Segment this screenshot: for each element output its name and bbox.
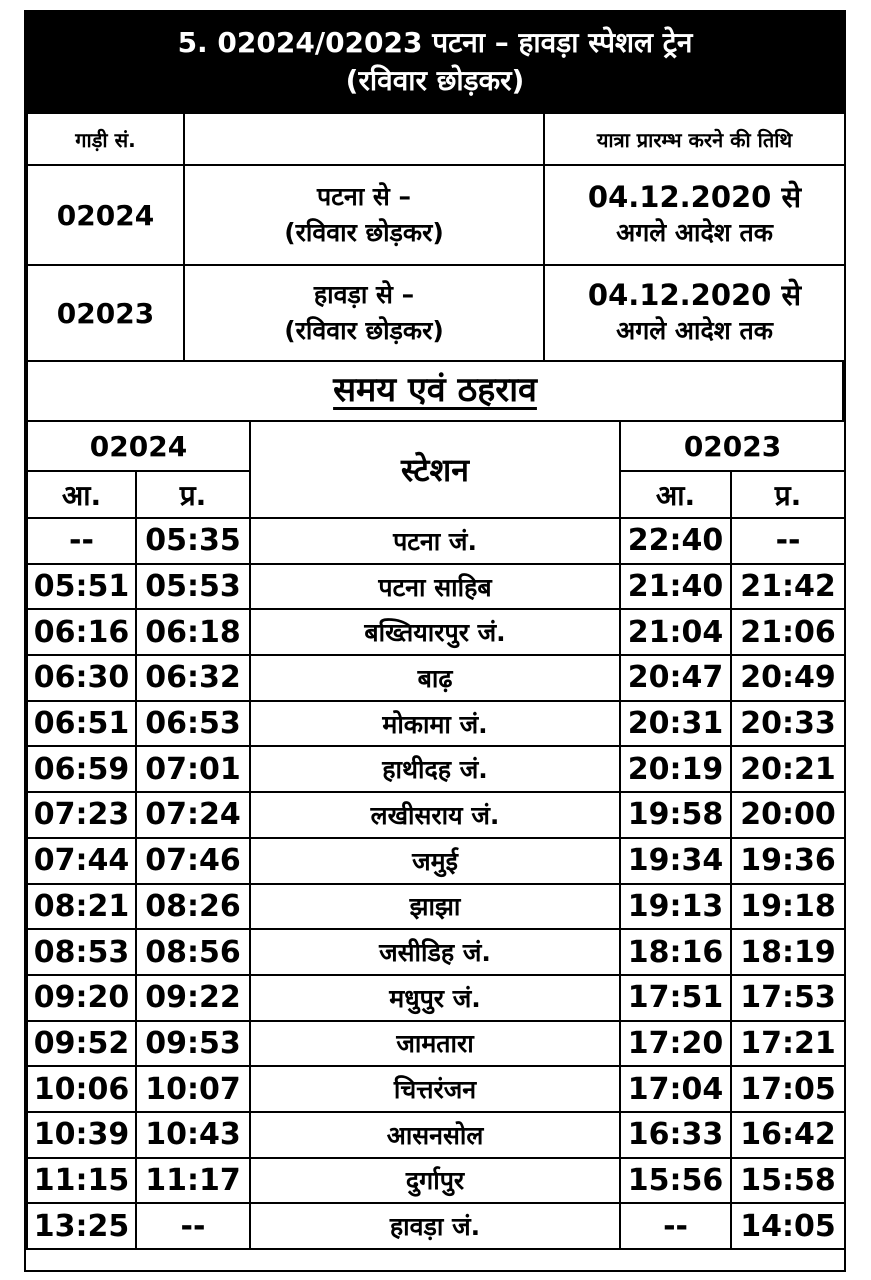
arrival-02023: 18:16 [620, 929, 731, 975]
table-row [27, 655, 845, 701]
departure-02023: 20:21 [731, 746, 845, 792]
train-header-row [27, 421, 845, 471]
table-row [27, 701, 845, 747]
station-name: जसीडिह जं. [250, 929, 620, 975]
station-name: जामतारा [250, 1021, 620, 1067]
arrival-02024: 11:15 [27, 1158, 136, 1204]
date-cell [544, 165, 845, 265]
arrival-02024: -- [27, 518, 136, 564]
origin-line-2: (रविवार छोड़कर) [284, 218, 444, 247]
departure-02023: 19:18 [731, 884, 845, 930]
arrival-02023: 21:40 [620, 564, 731, 610]
arrival-02023: 17:04 [620, 1066, 731, 1112]
departure-02024: 09:22 [136, 975, 250, 1021]
origin-cell [184, 165, 544, 265]
train-no-header: गाड़ी सं. [27, 113, 184, 165]
station-name: बाढ़ [250, 655, 620, 701]
arrival-02024: 10:06 [27, 1066, 136, 1112]
departure-02023: 15:58 [731, 1158, 845, 1204]
table-row [27, 746, 845, 792]
departure-02024: 05:35 [136, 518, 250, 564]
departure-02023: 16:42 [731, 1112, 845, 1158]
arrival-02024: 09:52 [27, 1021, 136, 1067]
departure-02023: 17:21 [731, 1021, 845, 1067]
arrival-02023: 20:19 [620, 746, 731, 792]
departure-02024: 06:18 [136, 609, 250, 655]
station-name: पटना जं. [250, 518, 620, 564]
arrival-02024: 06:30 [27, 655, 136, 701]
arrival-02023: 20:31 [620, 701, 731, 747]
service-info-table [26, 112, 846, 362]
station-name: बख्तियारपुर जं. [250, 609, 620, 655]
table-row [27, 1021, 845, 1067]
notice-title [26, 12, 844, 112]
departure-02024: 06:32 [136, 655, 250, 701]
start-date-header: यात्रा प्रारम्भ करने की तिथि [544, 113, 845, 165]
arrival-02024: 10:39 [27, 1112, 136, 1158]
departure-02024: 08:26 [136, 884, 250, 930]
date-line-1: 04.12.2020 से [587, 180, 802, 214]
departure-02023: -- [731, 518, 845, 564]
table-row [27, 975, 845, 1021]
station-name: मोकामा जं. [250, 701, 620, 747]
train-number: 02023 [27, 265, 184, 361]
arrival-header: आ. [27, 471, 136, 518]
arrival-header: आ. [620, 471, 731, 518]
arrival-02024: 07:44 [27, 838, 136, 884]
table-row [27, 1203, 845, 1249]
arrival-02023: -- [620, 1203, 731, 1249]
arrival-02024: 06:51 [27, 701, 136, 747]
station-name: चित्तरंजन [250, 1066, 620, 1112]
schedule-heading [26, 362, 844, 420]
info-row-02024 [27, 165, 845, 265]
station-name: हाथीदह जं. [250, 746, 620, 792]
departure-02024: 07:01 [136, 746, 250, 792]
departure-02023: 19:36 [731, 838, 845, 884]
arrival-02023: 17:51 [620, 975, 731, 1021]
title-line-2: (रविवार छोड़कर) [345, 64, 525, 97]
arrival-02023: 17:20 [620, 1021, 731, 1067]
schedule-heading-text: समय एवं ठहराव [333, 370, 537, 410]
station-name: लखीसराय जं. [250, 792, 620, 838]
arrival-02023: 19:58 [620, 792, 731, 838]
date-line-2: अगले आदेश तक [616, 218, 773, 247]
arrival-02024: 08:53 [27, 929, 136, 975]
arrival-02023: 22:40 [620, 518, 731, 564]
train-02024-header: 02024 [27, 421, 250, 471]
departure-02023: 21:06 [731, 609, 845, 655]
departure-header: प्र. [136, 471, 250, 518]
origin-line-1: पटना से – [317, 182, 411, 211]
departure-02023: 17:53 [731, 975, 845, 1021]
timetable-notice [24, 10, 846, 1272]
station-name: हावड़ा जं. [250, 1203, 620, 1249]
train-number: 02024 [27, 165, 184, 265]
departure-02023: 20:00 [731, 792, 845, 838]
arrival-02024: 13:25 [27, 1203, 136, 1249]
station-name: झाझा [250, 884, 620, 930]
title-line-1: 5. 02024/02023 पटना – हावड़ा स्पेशल ट्रेन [177, 26, 693, 59]
departure-02024: 10:43 [136, 1112, 250, 1158]
departure-02023: 14:05 [731, 1203, 845, 1249]
table-row [27, 564, 845, 610]
departure-02024: 07:46 [136, 838, 250, 884]
station-header: स्टेशन [250, 421, 620, 518]
station-name: जमुई [250, 838, 620, 884]
station-name: पटना साहिब [250, 564, 620, 610]
train-02023-header: 02023 [620, 421, 845, 471]
table-row [27, 929, 845, 975]
origin-line-2: (रविवार छोड़कर) [284, 316, 444, 345]
station-name: दुर्गापुर [250, 1158, 620, 1204]
departure-02024: 11:17 [136, 1158, 250, 1204]
arrival-02024: 05:51 [27, 564, 136, 610]
departure-02023: 20:33 [731, 701, 845, 747]
arrival-02024: 09:20 [27, 975, 136, 1021]
date-cell [544, 265, 845, 361]
departure-02023: 20:49 [731, 655, 845, 701]
schedule-table [26, 420, 846, 1250]
arrival-02023: 21:04 [620, 609, 731, 655]
departure-02024: 05:53 [136, 564, 250, 610]
table-row [27, 792, 845, 838]
blank-header-cell [184, 113, 544, 165]
table-row [27, 1066, 845, 1112]
table-row [27, 1112, 845, 1158]
date-line-2: अगले आदेश तक [616, 316, 773, 345]
arrival-02023: 19:13 [620, 884, 731, 930]
station-name: आसनसोल [250, 1112, 620, 1158]
date-line-1: 04.12.2020 से [587, 278, 802, 312]
departure-02023: 17:05 [731, 1066, 845, 1112]
arrival-02024: 08:21 [27, 884, 136, 930]
arrival-02024: 06:16 [27, 609, 136, 655]
departure-02023: 21:42 [731, 564, 845, 610]
origin-cell [184, 265, 544, 361]
departure-02024: 08:56 [136, 929, 250, 975]
arrival-02023: 20:47 [620, 655, 731, 701]
info-header-row [27, 113, 845, 165]
table-row [27, 518, 845, 564]
arrival-02023: 16:33 [620, 1112, 731, 1158]
table-row [27, 884, 845, 930]
arrival-02024: 07:23 [27, 792, 136, 838]
departure-02024: 07:24 [136, 792, 250, 838]
departure-02024: -- [136, 1203, 250, 1249]
info-row-02023 [27, 265, 845, 361]
departure-header: प्र. [731, 471, 845, 518]
arrival-02023: 15:56 [620, 1158, 731, 1204]
departure-02024: 06:53 [136, 701, 250, 747]
table-row [27, 1158, 845, 1204]
origin-line-1: हावड़ा से – [313, 280, 415, 309]
departure-02023: 18:19 [731, 929, 845, 975]
departure-02024: 10:07 [136, 1066, 250, 1112]
table-row [27, 609, 845, 655]
arrival-02023: 19:34 [620, 838, 731, 884]
arrival-02024: 06:59 [27, 746, 136, 792]
table-row [27, 838, 845, 884]
station-name: मधुपुर जं. [250, 975, 620, 1021]
departure-02024: 09:53 [136, 1021, 250, 1067]
